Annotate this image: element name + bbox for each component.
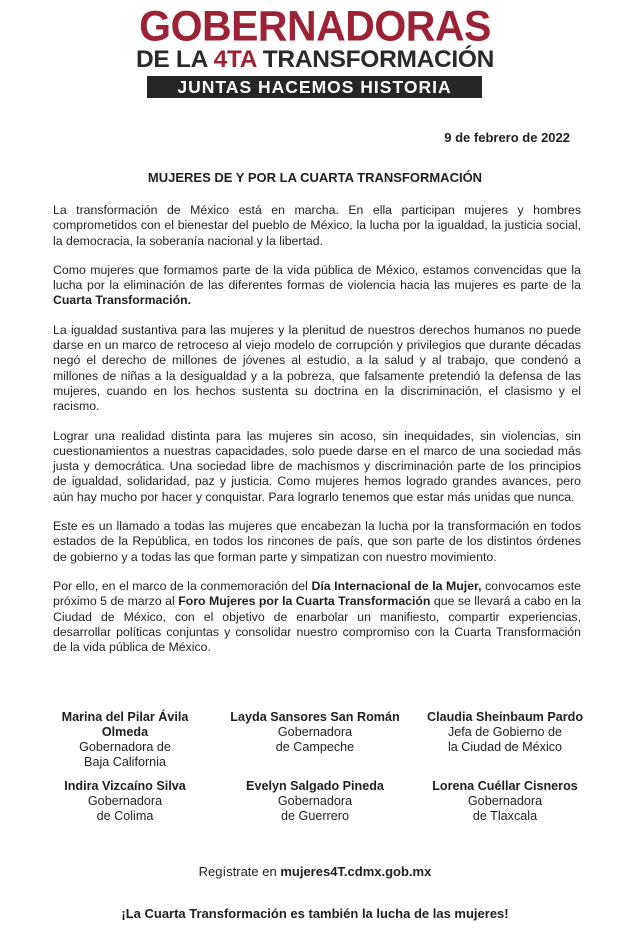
header-slogan-bar: JUNTAS HACEMOS HISTORIA bbox=[147, 76, 482, 98]
paragraph bbox=[53, 579, 581, 655]
register-line bbox=[0, 864, 630, 879]
signatory-role: Gobernadora de bbox=[79, 740, 171, 754]
header-subtitle-accent: 4TA bbox=[213, 46, 257, 73]
paragraph: Lograr una realidad distinta para las mujeres sin acoso, sin inequidades, sin violencias, sin cuestionamientos a nuestras capacidades, solo puede darse en el marco de una sociedad más justa y democrática. Una sociedad libre de machismos y discriminación parte de los principios de igualdad, solidaridad, paz y justicia. Como mujeres hemos logrado grandes avances, pero aún hay mucho por hacer y conquistar. Para lograrlo tenemos que estar más unidas que nunca. bbox=[53, 428, 581, 504]
signatory-name: Layda Sansores San Román bbox=[230, 710, 400, 724]
paragraph-bold: Día Internacional de la Mujer, bbox=[311, 578, 482, 593]
register-url[interactable]: mujeres4T.cdmx.gob.mx bbox=[280, 864, 432, 879]
paragraph-text: Como mujeres que formamos parte de la vida pública de México, estamos convencidas que la lucha por la eliminación de las diferentes formas de violencia hacia las mujeres es parte de la bbox=[53, 262, 581, 293]
paragraph-text: Por ello, en el marco de la conmemoración del bbox=[53, 578, 312, 593]
paragraph: La igualdad sustantiva para las mujeres y la plenitud de nuestros derechos humanos no puede darse en un marco de retroceso al viejo modelo de corrupción y privilegios que durante décadas negó el derecho de millones de jóvenes al estudio, a la salud y al trabajo, que condenó a millones de niñas a la desigualdad y a la pobreza, que falsamente pretendió la defensa de las mujeres, cuando en los hechos sustenta su doctrina en la discriminación, el clasismo y el racismo. bbox=[53, 322, 581, 414]
signature-block bbox=[410, 710, 600, 755]
paragraph-text: convocamos este próximo 5 de marzo al bbox=[53, 578, 582, 609]
signature-block bbox=[410, 779, 600, 824]
paragraph-bold: Foro Mujeres por la Cuarta Transformación bbox=[178, 594, 431, 609]
signatory-role: de Campeche bbox=[275, 740, 355, 754]
paragraph: La transformación de México está en marcha. En ella participan mujeres y hombres comprometidos con el bienestar del pueblo de México, la lucha por la igualdad, la justicia social, la democracia, la soberanía nacional y la libertad. bbox=[53, 203, 581, 248]
header-subtitle-part: DE LA bbox=[135, 46, 214, 73]
signatory-name: Lorena Cuéllar Cisneros bbox=[432, 779, 578, 793]
paragraph-bold: Cuarta Transformación. bbox=[53, 293, 192, 308]
signatory-role: Baja California bbox=[84, 755, 166, 769]
signatory-name: Marina del Pilar Ávila bbox=[61, 710, 189, 724]
header-subtitle bbox=[0, 47, 630, 73]
signatory-name: Claudia Sheinbaum Pardo bbox=[426, 710, 584, 724]
closing-slogan: ¡La Cuarta Transformación es también la lucha de las mujeres! bbox=[121, 906, 509, 921]
signatory-role: Gobernadora bbox=[277, 725, 353, 739]
signatory-role: Gobernadora bbox=[277, 794, 353, 808]
signatory-name: Indira Vizcaíno Silva bbox=[64, 779, 186, 793]
signatory-role: Jefa de Gobierno de bbox=[447, 725, 563, 739]
signatory-role: de Tlaxcala bbox=[472, 809, 538, 823]
signature-block bbox=[30, 710, 220, 770]
document-body bbox=[53, 203, 581, 669]
header-title: GOBERNADORAS bbox=[139, 1, 491, 51]
signature-block bbox=[220, 710, 410, 755]
paragraph bbox=[53, 263, 581, 309]
document-date: 9 de febrero de 2022 bbox=[444, 130, 570, 145]
signature-block bbox=[220, 779, 410, 824]
signatory-role: Gobernadora bbox=[467, 794, 543, 808]
document-title: MUJERES DE Y POR LA CUARTA TRANSFORMACIÓN bbox=[147, 170, 483, 185]
signatory-name: Evelyn Salgado Pineda bbox=[246, 779, 384, 793]
header-subtitle-part: TRANSFORMACIÓN bbox=[256, 46, 495, 73]
signature-block bbox=[30, 779, 220, 824]
paragraph: Este es un llamado a todas las mujeres que encabezan la lucha por la transformación en todos estados de la República, en todos los rincones de país, que son parte de los distintos órdenes de gobierno y a todas las que forman parte y simpatizan con nuestro movimiento. bbox=[53, 519, 581, 564]
signatory-name: Olmeda bbox=[101, 725, 149, 739]
signatory-role: Gobernadora bbox=[87, 794, 163, 808]
paragraph-text: que se llevará a cabo en la Ciudad de México, con el objetivo de enarbolar un manifiesto, compartir experiencias, desarrollar políticas conjuntas y consolidar nuestro compromiso con la Cuarta Transformación de la vida pública de México. bbox=[53, 594, 582, 655]
register-prefix: Regístrate en bbox=[198, 864, 281, 879]
signatory-role: la Ciudad de México bbox=[447, 740, 563, 754]
signatory-role: de Colima bbox=[96, 809, 154, 823]
signatory-role: de Guerrero bbox=[281, 809, 349, 823]
